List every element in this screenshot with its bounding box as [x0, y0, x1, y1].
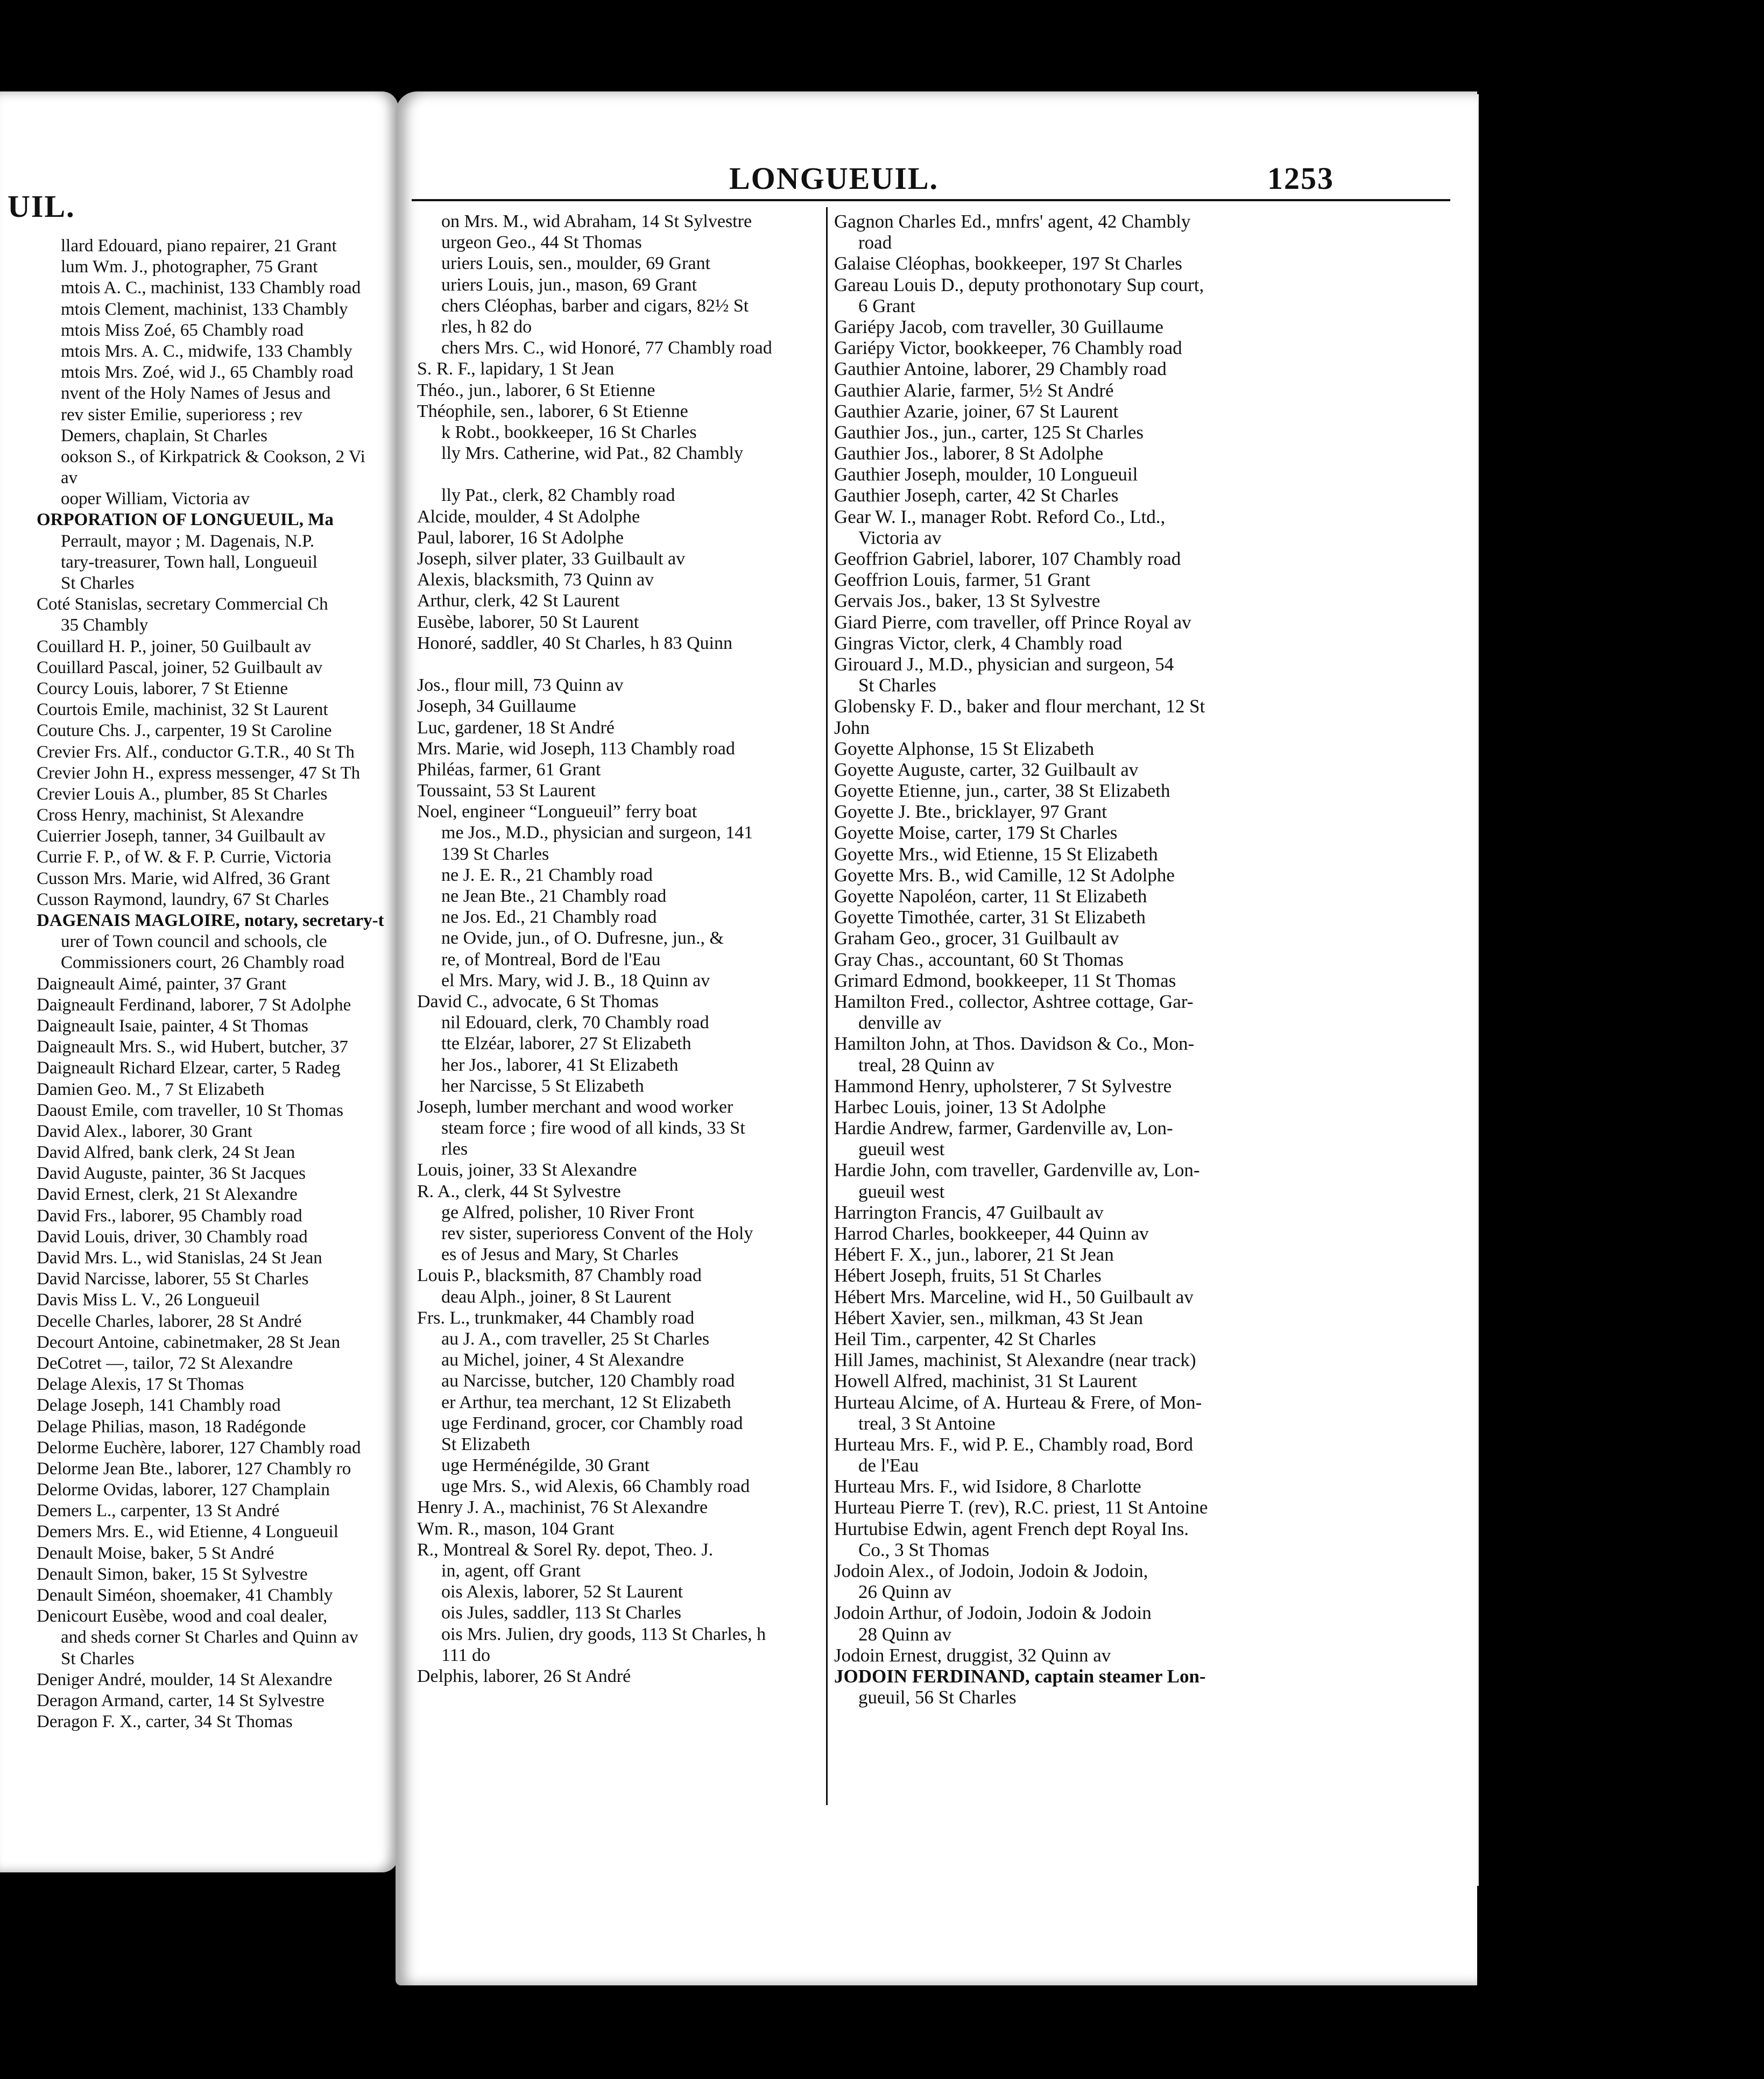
directory-entry: JODOIN FERDINAND, captain steamer Lon- [834, 1665, 1206, 1687]
directory-entry: St Charles [858, 675, 936, 696]
directory-entry: Jodoin Ernest, druggist, 32 Quinn av [834, 1644, 1111, 1666]
directory-entry: Gray Chas., accountant, 60 St Thomas [834, 949, 1124, 970]
directory-entry: uriers Louis, jun., mason, 69 Grant [441, 274, 697, 295]
directory-entry: Currie F. P., of W. & F. P. Currie, Victoria [37, 847, 331, 867]
directory-entry: ooper William, Victoria av [61, 489, 250, 509]
directory-entry: Mrs. Marie, wid Joseph, 113 Chambly road [417, 738, 735, 759]
directory-entry: Delphis, laborer, 26 St André [417, 1666, 631, 1686]
directory-entry: Gauthier Joseph, moulder, 10 Longueuil [834, 464, 1138, 485]
directory-entry: Davis Miss L. V., 26 Longueuil [37, 1290, 260, 1310]
directory-entry: uge Mrs. S., wid Alexis, 66 Chambly road [441, 1476, 750, 1497]
directory-entry: treal, 28 Quinn av [858, 1054, 994, 1076]
directory-entry: Joseph, silver plater, 33 Guilbault av [417, 549, 686, 569]
directory-entry: Crevier Frs. Alf., conductor G.T.R., 40 St Th [37, 742, 355, 762]
directory-entry: k Robt., bookkeeper, 16 St Charles [441, 422, 697, 442]
directory-entry: Gauthier Alarie, farmer, 5½ St André [834, 379, 1114, 401]
directory-entry: av [61, 468, 78, 488]
directory-entry: Decourt Antoine, cabinetmaker, 28 St Jean [37, 1332, 341, 1352]
directory-entry: Demers, chaplain, St Charles [61, 426, 267, 445]
directory-entry: 6 Grant [858, 295, 915, 316]
directory-entry: Goyette Timothée, carter, 31 St Elizabeth [834, 907, 1146, 928]
directory-entry: R. A., clerk, 44 St Sylvestre [417, 1181, 621, 1201]
directory-entry: urgeon Geo., 44 St Thomas [441, 232, 642, 253]
directory-entry: Cuierrier Joseph, tanner, 34 Guilbault av [37, 826, 326, 846]
directory-entry: Hurtubise Edwin, agent French dept Royal Ins. [834, 1518, 1189, 1539]
directory-entry: Hardie Andrew, farmer, Gardenville av, Lon- [834, 1118, 1173, 1139]
directory-entry: DAGENAIS MAGLOIRE, notary, secretary-t [37, 911, 384, 930]
directory-entry: Gauthier Joseph, carter, 42 St Charles [834, 485, 1119, 506]
directory-entry: Goyette Etienne, jun., carter, 38 St Elizabeth [834, 780, 1170, 802]
directory-entry: Howell Alfred, machinist, 31 St Laurent [834, 1370, 1137, 1392]
directory-entry: Victoria av [858, 527, 942, 548]
right-page [396, 91, 1477, 1985]
directory-entry: Courtois Emile, machinist, 32 St Laurent [37, 700, 328, 720]
directory-entry: nil Edouard, clerk, 70 Chambly road [441, 1013, 709, 1033]
right-column [834, 211, 1208, 1708]
directory-entry: Gariépy Victor, bookkeeper, 76 Chambly road [834, 337, 1182, 359]
directory-entry: uge Herménégilde, 30 Grant [441, 1455, 650, 1476]
directory-entry: chers Mrs. C., wid Honoré, 77 Chambly road [441, 338, 772, 358]
directory-entry: Couillard Pascal, joiner, 52 Guilbault av [37, 657, 323, 677]
directory-entry: mtois A. C., machinist, 133 Chambly road [61, 278, 361, 298]
directory-entry: Harrington Francis, 47 Guilbault av [834, 1201, 1104, 1223]
directory-entry: Henry J. A., machinist, 76 St Alexandre [417, 1497, 708, 1518]
directory-entry: Hébert Mrs. Marceline, wid H., 50 Guilbault av [834, 1286, 1194, 1307]
directory-entry: Goyette Mrs. B., wid Camille, 12 St Adolphe [834, 864, 1175, 886]
directory-entry: me Jos., M.D., physician and surgeon, 141 [441, 823, 753, 843]
directory-entry: Louis, joiner, 33 St Alexandre [417, 1160, 637, 1180]
directory-entry: Giard Pierre, com traveller, off Prince Royal av [834, 611, 1191, 633]
directory-entry: Deragon Armand, carter, 14 St Sylvestre [37, 1691, 324, 1710]
directory-entry: ois Mrs. Julien, dry goods, 113 St Charles, h [441, 1624, 766, 1644]
directory-entry: Delage Alexis, 17 St Thomas [37, 1375, 244, 1395]
directory-entry: Arthur, clerk, 42 St Laurent [417, 591, 620, 611]
directory-entry: Daoust Emile, com traveller, 10 St Thomas [37, 1100, 343, 1120]
directory-entry: Delage Philias, mason, 18 Radégonde [37, 1417, 306, 1437]
directory-entry: Cross Henry, machinist, St Alexandre [37, 805, 304, 825]
directory-entry: Hurteau Mrs. F., wid Isidore, 8 Charlotte [834, 1476, 1141, 1497]
directory-entry: el Mrs. Mary, wid J. B., 18 Quinn av [441, 970, 710, 991]
directory-entry: rles, h 82 do [441, 316, 532, 337]
directory-entry: Alcide, moulder, 4 St Adolphe [417, 506, 640, 527]
directory-entry: ne J. E. R., 21 Chambly road [441, 865, 653, 885]
directory-entry: Hurteau Mrs. F., wid P. E., Chambly road, Bord [834, 1433, 1194, 1455]
directory-entry: Gingras Victor, clerk, 4 Chambly road [834, 632, 1123, 654]
directory-entry: rev sister, superioress Convent of the Holy [441, 1224, 753, 1243]
directory-entry: Cusson Raymond, laundry, 67 St Charles [37, 889, 329, 909]
directory-entry: Delorme Ovidas, laborer, 127 Champlain [37, 1480, 330, 1500]
directory-entry: Goyette Auguste, carter, 32 Guilbault av [834, 759, 1139, 780]
directory-entry: Goyette Napoléon, carter, 11 St Elizabeth [834, 886, 1147, 907]
directory-entry: Gauthier Jos., laborer, 8 St Adolphe [834, 443, 1104, 464]
directory-entry: Gauthier Azarie, joiner, 67 St Laurent [834, 400, 1119, 422]
directory-entry: DeCotret —, tailor, 72 St Alexandre [37, 1353, 293, 1373]
directory-entry: Toussaint, 53 St Laurent [417, 781, 596, 801]
left-running-head: UIL. [8, 189, 75, 224]
directory-entry: Daigneault Richard Elzear, carter, 5 Radeg [37, 1058, 341, 1078]
directory-entry: denville av [858, 1012, 942, 1034]
directory-entry: Heil Tim., carpenter, 42 St Charles [834, 1328, 1096, 1349]
directory-entry: Harbec Louis, joiner, 13 St Adolphe [834, 1096, 1106, 1118]
directory-entry: au Narcisse, butcher, 120 Chambly road [441, 1371, 735, 1391]
directory-entry: her Jos., laborer, 41 St Elizabeth [441, 1055, 679, 1075]
directory-entry: Noel, engineer “Longueuil” ferry boat [417, 802, 697, 822]
directory-entry: ORPORATION OF LONGUEUIL, Ma [37, 510, 334, 530]
directory-entry: Hardie John, com traveller, Gardenville av, Lon- [834, 1159, 1200, 1181]
directory-entry: es of Jesus and Mary, St Charles [441, 1244, 679, 1265]
directory-entry: ge Alfred, polisher, 10 River Front [441, 1202, 694, 1222]
directory-entry: lum Wm. J., photographer, 75 Grant [61, 257, 318, 277]
left-page [0, 91, 398, 1872]
directory-entry: er Arthur, tea merchant, 12 St Elizabeth [441, 1392, 731, 1412]
directory-entry: Jodoin Alex., of Jodoin, Jodoin & Jodoin, [834, 1560, 1148, 1581]
directory-entry: Denault Siméon, shoemaker, 41 Chambly [37, 1586, 333, 1605]
directory-entry: Hébert F. X., jun., laborer, 21 St Jean [834, 1244, 1114, 1265]
directory-entry: Daigneault Aimé, painter, 37 Grant [37, 974, 287, 994]
directory-entry: Honoré, saddler, 40 St Charles, h 83 Quinn [417, 633, 733, 653]
middle-column [417, 211, 772, 1687]
directory-entry: Eusèbe, laborer, 50 St Laurent [417, 612, 639, 632]
directory-entry: Demers Mrs. E., wid Etienne, 4 Longueuil [37, 1522, 338, 1542]
directory-entry: Hamilton Fred., collector, Ashtree cottage, Gar- [834, 991, 1194, 1012]
directory-entry: Hébert Xavier, sen., milkman, 43 St Jean [834, 1307, 1144, 1328]
directory-entry: Daigneault Isaie, painter, 4 St Thomas [37, 1016, 308, 1036]
directory-entry: 111 do [441, 1645, 490, 1665]
directory-entry: Daigneault Mrs. S., wid Hubert, butcher, 37 [37, 1037, 348, 1057]
directory-entry: llard Edouard, piano repairer, 21 Grant [61, 236, 337, 256]
directory-entry: Jodoin Arthur, of Jodoin, Jodoin & Jodoin [834, 1602, 1152, 1624]
directory-entry: Gervais Jos., baker, 13 St Sylvestre [834, 590, 1100, 612]
directory-entry: Philéas, farmer, 61 Grant [417, 759, 601, 780]
directory-entry: Couillard H. P., joiner, 50 Guilbault av [37, 637, 312, 656]
directory-entry: Perrault, mayor ; M. Dagenais, N.P. [61, 531, 315, 551]
directory-entry: deau Alph., joiner, 8 St Laurent [441, 1286, 672, 1307]
directory-entry: on Mrs. M., wid Abraham, 14 St Sylvestre [441, 211, 752, 231]
directory-entry: Delorme Jean Bte., laborer, 127 Chambly ro [37, 1459, 351, 1479]
directory-entry: David Mrs. L., wid Stanislas, 24 St Jean [37, 1248, 322, 1268]
directory-entry: Gariépy Jacob, com traveller, 30 Guillaume [834, 316, 1163, 337]
directory-entry: Girouard J., M.D., physician and surgeon, 54 [834, 653, 1174, 675]
directory-entry: Globensky F. D., baker and flour merchant, 12 St [834, 696, 1205, 717]
directory-entry: Decelle Charles, laborer, 28 St André [37, 1311, 302, 1331]
directory-entry: Geoffrion Louis, farmer, 51 Grant [834, 569, 1091, 591]
directory-entry: Denicourt Eusèbe, wood and coal dealer, [37, 1607, 328, 1627]
directory-entry: St Elizabeth [441, 1434, 531, 1454]
directory-entry: Delorme Euchère, laborer, 127 Chambly road [37, 1438, 361, 1458]
directory-entry: ne Ovide, jun., of O. Dufresne, jun., & [441, 928, 724, 949]
directory-entry: David C., advocate, 6 St Thomas [417, 991, 659, 1012]
directory-entry: Cusson Mrs. Marie, wid Alfred, 36 Grant [37, 868, 330, 888]
directory-entry: Joseph, lumber merchant and wood worker [417, 1097, 733, 1117]
running-head-title: LONGUEUIL. [729, 161, 939, 196]
directory-entry: road [858, 232, 892, 253]
directory-entry: Goyette Mrs., wid Etienne, 15 St Elizabeth [834, 843, 1158, 865]
header-rule [412, 199, 1450, 201]
directory-entry: Commissioners court, 26 Chambly road [61, 953, 345, 973]
directory-entry: Galaise Cléophas, bookkeeper, 197 St Charles [834, 253, 1182, 274]
directory-entry: 28 Quinn av [858, 1623, 952, 1645]
directory-entry: Jos., flour mill, 73 Quinn av [417, 675, 624, 696]
directory-entry: Théophile, sen., laborer, 6 St Etienne [417, 401, 688, 421]
page-number: 1253 [1267, 161, 1334, 196]
directory-entry: gueuil, 56 St Charles [858, 1687, 1017, 1708]
directory-entry: Denault Simon, baker, 15 St Sylvestre [37, 1564, 308, 1584]
directory-entry: Crevier John H., express messenger, 47 St Th [37, 763, 361, 783]
directory-entry: rles [441, 1139, 468, 1159]
directory-entry: Hurteau Pierre T. (rev), R.C. priest, 11 St Antoine [834, 1497, 1208, 1518]
directory-entry: Hamilton John, at Thos. Davidson & Co., Mon- [834, 1033, 1195, 1055]
directory-entry [417, 654, 772, 675]
directory-entry: urer of Town council and schools, cle [61, 932, 327, 952]
directory-entry: de l'Eau [858, 1455, 919, 1476]
column-divider [826, 207, 828, 1805]
directory-entry: 26 Quinn av [858, 1581, 952, 1603]
directory-entry: Gear W. I., manager Robt. Reford Co., Ltd., [834, 506, 1166, 527]
directory-entry: her Narcisse, 5 St Elizabeth [441, 1076, 644, 1096]
directory-entry: rev sister Emilie, superioress ; rev [61, 405, 303, 425]
directory-entry: Paul, laborer, 16 St Adolphe [417, 527, 624, 548]
directory-entry: Hébert Joseph, fruits, 51 St Charles [834, 1265, 1102, 1286]
directory-entry: Demers L., carpenter, 13 St André [37, 1501, 280, 1521]
directory-entry: St Charles [61, 1649, 135, 1668]
directory-entry: Joseph, 34 Guillaume [417, 696, 576, 717]
directory-entry: Goyette Alphonse, 15 St Elizabeth [834, 738, 1095, 759]
directory-entry: au J. A., com traveller, 25 St Charles [441, 1328, 710, 1349]
directory-entry: Alexis, blacksmith, 73 Quinn av [417, 570, 654, 590]
directory-entry: 139 St Charles [441, 844, 549, 864]
directory-entry: S. R. F., lapidary, 1 St Jean [417, 359, 615, 379]
directory-entry: gueuil west [858, 1138, 945, 1160]
directory-entry: Denault Moise, baker, 5 St André [37, 1543, 274, 1563]
directory-entry: ois Jules, saddler, 113 St Charles [441, 1603, 681, 1623]
directory-entry: mtois Clement, machinist, 133 Chambly [61, 299, 348, 319]
directory-entry: lly Mrs. Catherine, wid Pat., 82 Chambly [441, 443, 743, 464]
directory-entry: re, of Montreal, Bord de l'Eau [441, 949, 661, 970]
directory-entry: David Alex., laborer, 30 Grant [37, 1121, 252, 1141]
directory-entry: Co., 3 St Thomas [858, 1539, 990, 1560]
directory-entry: and sheds corner St Charles and Quinn av [61, 1628, 358, 1647]
directory-entry: John [834, 717, 870, 738]
directory-entry: Gagnon Charles Ed., mnfrs' agent, 42 Chambly [834, 211, 1191, 232]
directory-entry: Coté Stanislas, secretary Commercial Ch [37, 595, 328, 614]
directory-entry: Goyette J. Bte., bricklayer, 97 Grant [834, 801, 1107, 823]
directory-entry: ne Jos. Ed., 21 Chambly road [441, 907, 657, 928]
directory-entry: uge Ferdinand, grocer, cor Chambly road [441, 1413, 743, 1433]
directory-entry: Deragon F. X., carter, 34 St Thomas [37, 1712, 293, 1732]
directory-entry: Hill James, machinist, St Alexandre (near track) [834, 1349, 1196, 1371]
directory-entry: mtois Miss Zoé, 65 Chambly road [61, 320, 304, 340]
directory-entry: Luc, gardener, 18 St André [417, 717, 615, 738]
directory-entry: Delage Joseph, 141 Chambly road [37, 1396, 281, 1416]
directory-entry: 35 Chambly [61, 616, 149, 635]
directory-entry: David Frs., laborer, 95 Chambly road [37, 1206, 302, 1226]
directory-entry: Damien Geo. M., 7 St Elizabeth [37, 1079, 265, 1099]
directory-entry: au Michel, joiner, 4 St Alexandre [441, 1350, 684, 1370]
directory-entry: Gauthier Jos., jun., carter, 125 St Charles [834, 421, 1144, 443]
directory-entry: tte Elzéar, laborer, 27 St Elizabeth [441, 1034, 692, 1054]
directory-entry: Gareau Louis D., deputy prothonotary Sup court, [834, 274, 1204, 295]
directory-entry: David Narcisse, laborer, 55 St Charles [37, 1269, 309, 1289]
directory-entry: David Ernest, clerk, 21 St Alexandre [37, 1185, 298, 1205]
directory-entry: Daigneault Ferdinand, laborer, 7 St Adolphe [37, 995, 351, 1015]
directory-entry: Grimard Edmond, bookkeeper, 11 St Thomas [834, 970, 1176, 991]
directory-entry: mtois Mrs. Zoé, wid J., 65 Chambly road [61, 363, 354, 383]
directory-entry: Crevier Louis A., plumber, 85 St Charles [37, 784, 328, 804]
directory-entry: tary-treasurer, Town hall, Longueuil [61, 552, 317, 572]
directory-entry: Goyette Moise, carter, 179 St Charles [834, 822, 1118, 844]
directory-entry: Hammond Henry, upholsterer, 7 St Sylvestre [834, 1075, 1172, 1097]
directory-entry: gueuil west [858, 1180, 945, 1202]
directory-entry: Couture Chs. J., carpenter, 19 St Caroline [37, 721, 332, 741]
directory-entry: lly Pat., clerk, 82 Chambly road [441, 485, 675, 506]
directory-entry: uriers Louis, sen., moulder, 69 Grant [441, 253, 711, 274]
directory-entry [417, 464, 772, 485]
left-column [37, 236, 384, 1732]
directory-entry: David Auguste, painter, 36 St Jacques [37, 1164, 306, 1184]
directory-entry: Louis P., blacksmith, 87 Chambly road [417, 1265, 702, 1286]
directory-entry: Courcy Louis, laborer, 7 St Etienne [37, 678, 288, 698]
directory-entry: Harrod Charles, bookkeeper, 44 Quinn av [834, 1223, 1149, 1244]
directory-entry: Frs. L., trunkmaker, 44 Chambly road [417, 1307, 695, 1328]
directory-entry: chers Cléophas, barber and cigars, 82½ St [441, 295, 749, 316]
directory-entry: nvent of the Holy Names of Jesus and [61, 384, 331, 404]
directory-entry: St Charles [61, 574, 135, 593]
directory-entry: steam force ; fire wood of all kinds, 33 St [441, 1118, 745, 1138]
directory-entry: in, agent, off Grant [441, 1561, 581, 1581]
directory-entry: ookson S., of Kirkpatrick & Cookson, 2 Vi [61, 447, 365, 466]
directory-entry: R., Montreal & Sorel Ry. depot, Theo. J. [417, 1539, 714, 1560]
directory-entry: Théo., jun., laborer, 6 St Etienne [417, 380, 655, 400]
directory-entry: treal, 3 St Antoine [858, 1412, 996, 1434]
directory-entry: ois Alexis, laborer, 52 St Laurent [441, 1582, 683, 1602]
directory-entry: David Alfred, bank clerk, 24 St Jean [37, 1143, 295, 1163]
directory-entry: mtois Mrs. A. C., midwife, 133 Chambly [61, 341, 352, 361]
directory-entry: David Louis, driver, 30 Chambly road [37, 1227, 308, 1247]
directory-entry: Gauthier Antoine, laborer, 29 Chambly road [834, 358, 1167, 380]
directory-entry: Wm. R., mason, 104 Grant [417, 1518, 615, 1539]
directory-entry: Graham Geo., grocer, 31 Guilbault av [834, 928, 1119, 949]
directory-entry: ne Jean Bte., 21 Chambly road [441, 886, 667, 906]
directory-entry: Hurteau Alcime, of A. Hurteau & Frere, of Mon- [834, 1391, 1202, 1413]
directory-entry: Deniger André, moulder, 14 St Alexandre [37, 1670, 333, 1689]
directory-entry: Geoffrion Gabriel, laborer, 107 Chambly road [834, 548, 1181, 569]
